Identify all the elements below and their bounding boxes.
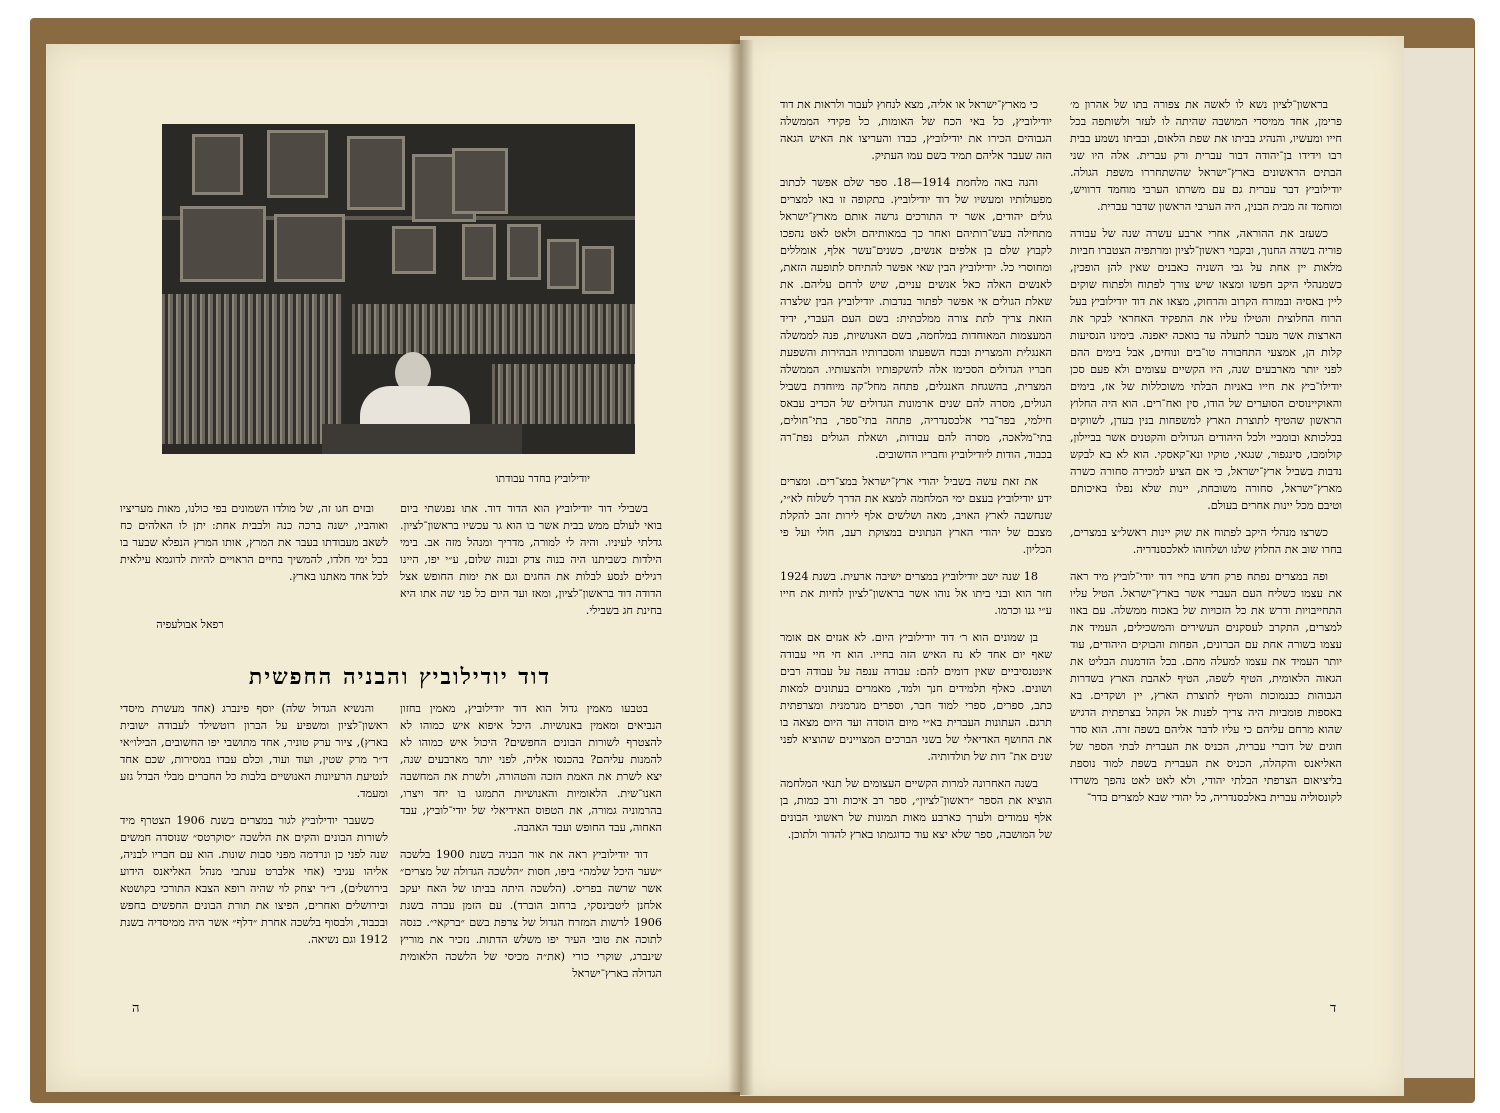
paragraph: דוד יודילוביץ ראה את אור הבניה בשנת 1900 בלשכה ״שער היכל שלמה״ ביפו, חסות ״הלשכה הגדולה של מצרים״ אשר שרשה בפריס. (הלשכה היתה בביתו של האח יעקב אלחנן ליטבינסקי, ברחוב הוברד). עם הזמן עברה בשנת 1906 לרשות המזרח הגדול של צרפת בשם ״ברקאי״. כנסה לתוכה את טובי העיר יפו משלש הדתות. נזכיר את מוריץ שינברג, שוקרי כורי (את״ה מכיסי של הלשכה הלאומית הגדולה בארץ־ישראל [400, 848, 662, 980]
page-block-edge [1400, 48, 1474, 1078]
portrait-frame [452, 148, 508, 214]
paragraph: כשעזב את ההוראה, אחרי ארבע עשרה שנה של עבודה פוריה בשדה החנוך, ובקבוי ראשון־לציון ומרתפיה הצטברו חביות מלאות יין אחת על גבי השניה כאבנים שאין להן הופכין, כשמנהלי היקב חפשו ומצאו שיש צורך לפתוח ולפתוח שוקים ליין באסיה ובמזרח הקרוב והרחוק, מצאו את דוד יודילוביץ בעל הרוח החלוצית והטילו עליו את התפקיד האחראי לבקר את הארצות אשר מעבר לתעלה עד בואכה יאפנה. בימינו הנסיעות קלות הן, אמצעי התחבורה טו־בים ונוחים, אבל בימים ההם לפני יותר מארבעים שנה, היו הקשיים עצומים ולא פעם סכן יודילו־ביץ את חייו באניות הבלתי משוכללות של אז, בימים והאוקיינוסים הסוערים של הודו, סין ואח־רים. הוא היה החלוץ הראשון שהטיף לתוצרת הארץ למשפחות בנין בעדן, לשווקים בכלכותא ובומביי ולכל היהודים הגדולים והקטנים אשר בביילון, קולומבו, סינגפור, שנגאי, טוקיו ונא־קאסקי. הוא לא בא לבקש נדבות בשביל ארץ־ישראל, כי אם הציע למכירה סחורה כשרה מארץ־ישראל, סחורה משובחת, יינות שלא נפלו באיכותם וטיבם מכל יינות אחרים בעולם. [1070, 227, 1342, 512]
bookshelf [492, 364, 635, 424]
paragraph: את זאת עשה בשביל יהודי ארץ־ישראל במצ־רים. ומצרים ידע יודילוביץ בעצם ימי המלחמה למצא את הדרך לשלוח לא״י, שנחשבה לארץ האויב, מאה ושלשים אלף לירות זהב להקלת מצבם של יהודי הארץ הנתונים במצוקת רעב, חולי ועל פי הכליון. [780, 475, 1052, 556]
desk [322, 424, 522, 454]
author-signature: רפאל אבולעפיה [156, 618, 224, 631]
picture-frame [547, 239, 579, 289]
right-page-right-column [1070, 96, 1342, 816]
page-number-left: ה [132, 1001, 140, 1016]
certificate-frame [180, 206, 266, 282]
paragraph: והנה באה מלחמת 1914—18. ספר שלם אפשר לכתוב מפעולותיו ומעשיו של דוד יודילוביץ. בתקופה זו באו למצרים גולים יהודים, אשר יד התורכים גרשה אותם מארץ־ישראל מתחילה בעש־רותיהם ואחר כך במאותיהם ולאט לאט נהפכו לקבוץ שלם בן אלפים אנשים, כשנים־עשר אלף, אומללים ומחוסרי כל. יודילוביץ הבין שאי אפשר להתיחס לתופעה הזאת, לאנשים האלה כאל אנשים עניים, שיש לרחם עליהם. את שאלת הגולים אי אפשר לפתור בנדבות. יודילוביץ הבין שלצרה הזאת צריך לתת צורה ממלכתית: בשם העם העברי, ידיד המעצמות המאוחדות במלחמה, בשם האנושיות, פנה לממשלה האנגלית והמצרית ובכח השפעתו והסברותיו הבהירות והשפעת חבריו הגדולים הסכימו אלה להשקפותיו ולהצעותיו. הממשלה המצרית, בהשגחת האנגלים, פתחה מחל־קה מיוחדת בשביל הגולים, מסרה להם שנים ארמונות הגדולים של הכדיב עבאס חילמי, בפר־ברי אלכסנדריה, פתחה בתי־ספר, בתי־חולים, בתי־מלאכה, מסרה להם עבודות, ושאלת הגולים נפת־רה בכבוד, הודות ליודילוביץ וחבריו החשובים. [780, 176, 1052, 461]
photo-study-room [162, 124, 635, 454]
paragraph: 18 שנה ישב יודילוביץ במצרים ישיבה ארעית. בשנת 1924 חזר הוא ובני ביתו אל נוהו אשר בראשון־לציון לחיות את חייו ע״י גנו וכרמו. [780, 570, 1052, 617]
certificate-frame [274, 214, 345, 282]
paragraph: ופה במצרים נפתח פרק חדש בחיי דוד יודי־לוביץ מיד ראה את עצמו כשליח העם העברי אשר בארץ־ישראל. הטיל עליו התחייבויות ודרש את כל הזכויות של באכוח ממשלה. עם באוו למצרים, התקרב לעסקנים העשירים והמשכילים, העמיד את עצמו בשורה אחת עם הברונים, הפחות והבוקים היהודים, עוד יותר העמיד את עצמו למעלה מהם. בכל הזדמנות הבליט את הגאוה הלאומית, הטיף לשפה, הטיף לאהבת הארץ בשדרות הגבוהות כבנמוכות והטיף לתוצרת הארץ, יין ושקדים. בא באספות פומביות היה צריך לפנות אל הקהל בצרפתית הדגיש שהוא מרחם עליהם כי עליו לדבר אליהם בשפה זרה. הוא סדר חוגים של דוברי עברית, הכניס את העברית לבתי הספר של האליאנס והקהלה, הכניס את העברית בשפת למוד נוספת בליציאום הצרפתי הבלתי יהודי, ולא לאט לאט נהפך משרדו לקונסוליה עברית באלכסנדריה, כל יהודי שבא למצרים בדר־ [1070, 570, 1342, 804]
paragraph: בשבילי דוד יודילוביץ הוא הדוד דוד. אתו נפגשתי ביום בואי לעולם ממש בבית אשר בו הוא גר עכשיו בראשון־לציון. גדלתי לעיניו. והיה לי למורה, מדריך ומנהל מזה אב. בימי הילדות כשביתנו היה בנוה צדק ובנוה שלום, ע״י יפו, היינו רגילים לנסע לבלות את החגים וגם את ימות החופש אצל הדודה דוד בראשון־לציון, ומאז ועד היום כל פני שה אתו היא בחינת חג בשבילי. [400, 502, 662, 617]
picture-frame [507, 224, 541, 280]
bookshelf [162, 294, 342, 444]
paragraph: בטבעו מאמין גדול הוא דוד יודילוביץ, מאמין בחזון הנביאים ומאמין באנושיות. היכל איפוא איש כמוהו לא להצטרף לשורות הבונים החפשים? היכול איש כמוהו לא להמנות עליהם? בהכנסו אליה, לפני יותר מארבעים שנה, יצא לשרת את האמת הזכה והטהורה, ולשרת את המחשבה האנו־שית. הלאומיות והאנושיות התמזגו בו יחד ויצרו, בהרמוניה גמורה, את הטפוס האידיאלי של יודי־לוביץ, עבד האחוה, עבד החופש ועבד האהבה. [400, 702, 662, 834]
photo-caption: יודילוביץ בחדר עבודתו [495, 472, 590, 485]
portrait-frame [192, 134, 243, 195]
paragraph: בשנה האחרונה למרות הקשיים העצומים של תנאי המלחמה הוציא את הספר ״ראשון־לציון״, ספר רב איכות ורב כמות, בן אלף עמודים ולערך כארבע מאות תמונות של ראשוני הבונים של המושבה, ספר שלא יצא עוד כדוגמתו בארץ להדור ולתוכן. [780, 777, 1052, 841]
right-page-left-column [780, 96, 1052, 853]
bookshelf [352, 304, 635, 354]
left-page-bottom-right-column [400, 700, 662, 992]
paragraph: בן שמונים הוא ר׳ דוד יודילוביץ היום. לא אגזים אם אומר שאף יום אחד לא נח האיש הזה בחייו. הוא חי חיי עבודה אינטנסיביים שאין דומים להם: עבודה ענפה על עבודה רבים ושונים. כאלף תלמידים חנך ולמד, מאמרים בעתונים למאות כתב, ספרים, ספרי למוד חבר, וספרים מגרמנית ומצרפתית תרגם. העתונות העברית בא״י מיום הוסדה ועד היום מצאה בו את החושף האדיאלי של בשני הברכים המצויינים שהוציא לפני שנים את־ דות של תולדותיה. [780, 631, 1052, 763]
article-headline: דוד יודילוביץ והבניה החפשית [248, 664, 552, 690]
paragraph: והנשיא הגדול שלה) יוסף פינברג (אחד מעשרת מיסדי ראשון־לציון ומשפיע על הברון רוטשילד לעבודה ישובית בארץ), ציור ערק טוניר, אחד מתושבי יפו החשובים, הבילו״אי ד״ר מרק שטין, ועוד ועוד, וכלם עבדו במסירות, שכם אחד לנטיעת הרעיונות האנושיים בלבות כל החברים מבלי הבדל גזע ומעמד. [120, 702, 388, 800]
picture-frame [582, 246, 614, 294]
paragraph: בראשון־לציון נשא לו לאשה את צפורה בתו של אהרון מ׳ פרימן, אחד ממיסדי המושבה שהיתה לו לעזר ולשותפה בכל חייו ומעשיו, והנהיג בביתו את שפת הלאום, ובביתו נשמע בבית רבו וידידו בן־יהודה דבור עברית ורק עברית. אלה היו שני הבתים הראשונים בארץ־ישראל שהשתחררו משפת הגולה. יודילוביץ דבר עברית גם עם משרתו הערבי מוחמד דרוויש, ומוחמד זה מבית הבנין, היה הערבי הראשון שדבר עברית. [1070, 98, 1342, 213]
left-page-top-right-column [400, 500, 662, 629]
picture-frame [462, 224, 496, 280]
paragraph: ובזים חגו זה, של מולדו השמונים בפי כולנו, מאות מעריציו ואוהביו, ישנה ברכה כנה ולבבית אחת: יתן לו האלהים כח לשאב מעבודתו בעבר את המרץ, אותו המרץ הנפלא שבער בו בכל ימי חלדו, להמשיך בחיים הראויים להיות לדוגמא עילאית לכל אחד מאתנו בארץ. [120, 502, 388, 583]
portrait-frame [347, 136, 405, 210]
portrait-frame [267, 130, 328, 198]
paragraph: כי מארץ־ישראל או אליה, מצא לנחוץ לעבור ולראות את דוד יודילוביץ, כל באי הכח של האומות, כל פקידי הממשלה הגבוהים הכירו את יודילוביץ, כבדו והעריצו את האיש הגאה הזה שעבר אליהם תמיד בשם עמו העתיק. [780, 98, 1052, 162]
left-page-bottom-left-column [120, 700, 388, 958]
paragraph: כשרצו מנהלי היקב לפתוח את שוק יינות ראשל״צ במצרים, בחרו שוב את החלוץ שלנו ושלחוהו לאלכסנדריה. [1070, 526, 1342, 556]
paragraph: כשעבר יודילוביץ לגור במצרים בשנת 1906 הצטרף מיד לשורות הבונים והקים את הלשכה ״סוקרטס״ שנוסדה חמשים שנה לפני כן ונרדמה מפני סבות שונות. הוא עם חבריו לבניה, אליהו עגיבי (אחי אלברט ענתבי מנהל האליאנס הידוע בירושלים), ד״ר יצחק לוי שהיה רופא הצבא התורכי בקושטא ובירושלים ואחרים, הפיצו את תורת הבונים החפשים בחפש ובכבוד, ולבסוף בלשכה אחרת ״דלף״ אשר היה ממיסדיה בשנת 1912 וגם נשיאה. [120, 814, 388, 946]
page-number-right: ד [1330, 1001, 1337, 1016]
book-gutter [728, 40, 754, 1095]
picture-frame [392, 226, 436, 274]
left-page-top-left-column [120, 500, 388, 595]
